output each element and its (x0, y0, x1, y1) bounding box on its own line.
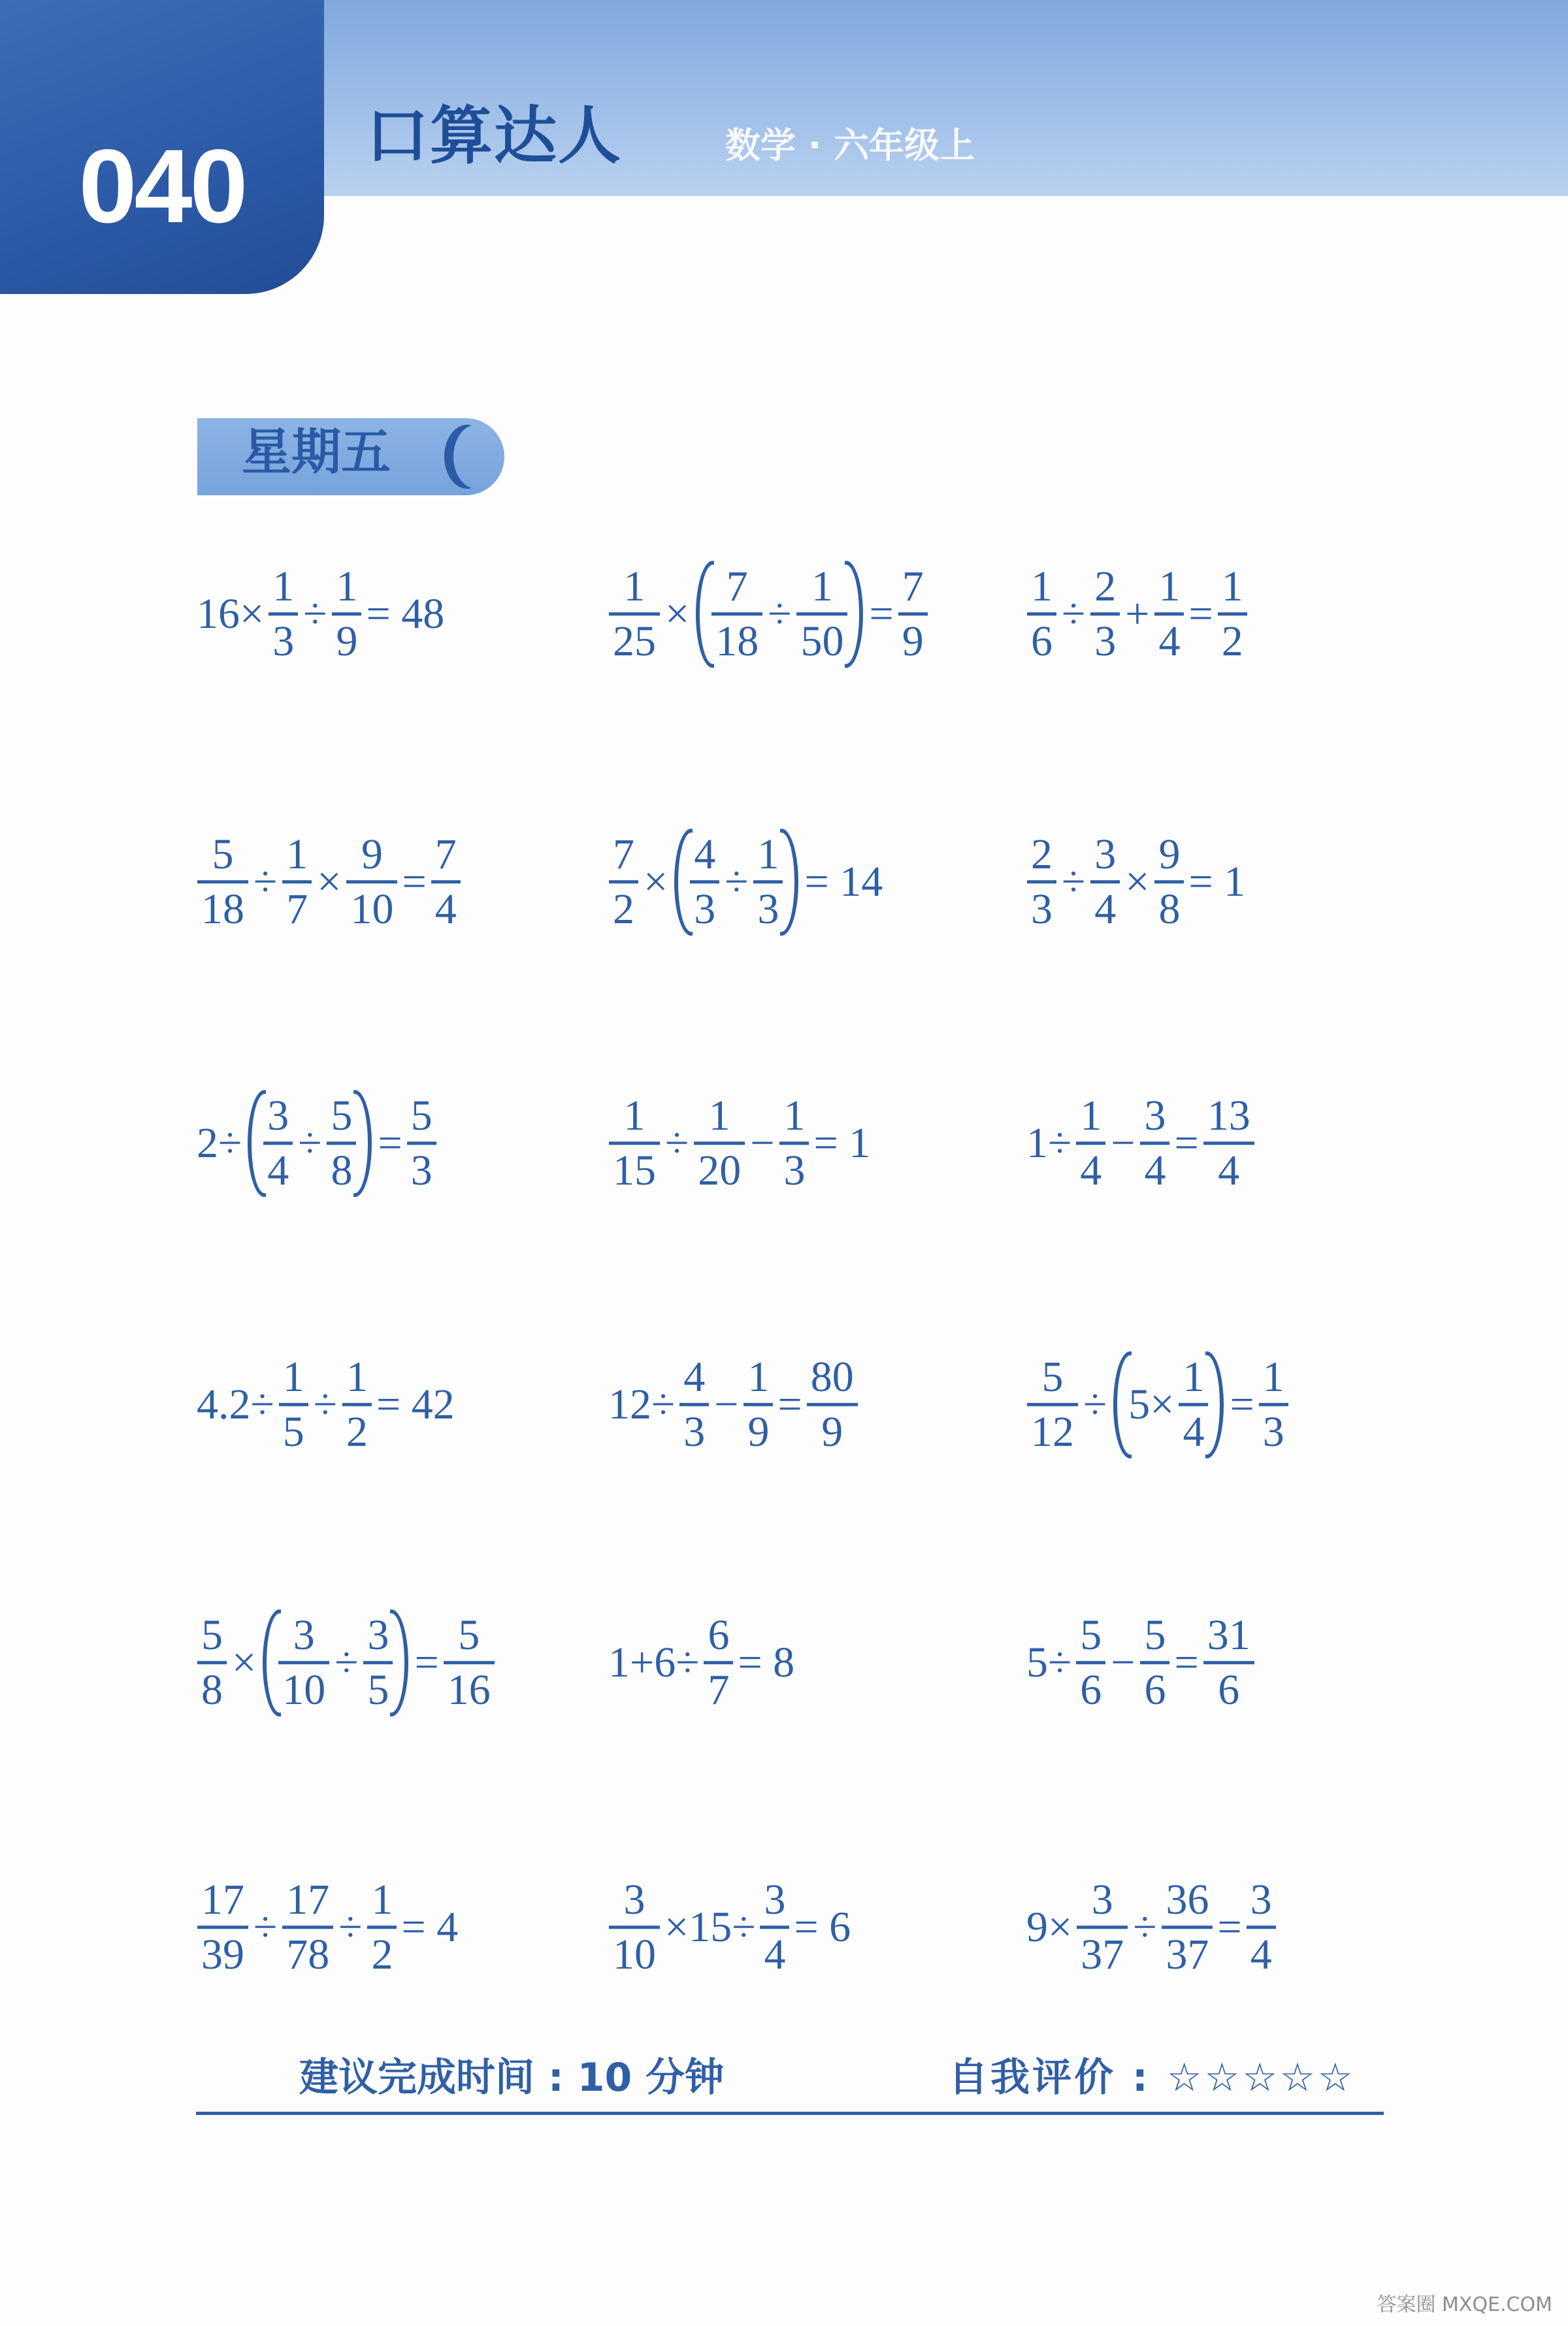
operator: − (750, 1119, 775, 1167)
expression-text: = (402, 858, 427, 906)
fraction-bar (367, 1926, 397, 1929)
parenthesized-group (696, 563, 863, 665)
operator: ÷ (303, 590, 327, 638)
numerator: 9 (361, 830, 383, 879)
fraction-bar (711, 613, 762, 616)
numerator: 1 (1080, 1092, 1102, 1140)
fraction (609, 1092, 660, 1194)
parenthesized-group (674, 831, 798, 933)
fraction (197, 831, 248, 933)
fraction-bar (1076, 1142, 1105, 1145)
fraction (1154, 563, 1184, 665)
expression-text: 5× (1128, 1381, 1175, 1428)
denominator: 5 (282, 1408, 304, 1456)
denominator: 39 (201, 1931, 244, 1979)
problem-7 (195, 1092, 439, 1194)
fraction (679, 1354, 709, 1456)
fraction-bar (1090, 881, 1120, 884)
expression-text: = (1174, 1639, 1199, 1686)
operator: ÷ (253, 1903, 278, 1951)
parenthesized-group (248, 1092, 372, 1194)
fraction-bar (753, 881, 783, 884)
fraction (704, 1612, 733, 1714)
numerator: 3 (1250, 1876, 1272, 1924)
expression-text: = (1230, 1381, 1254, 1428)
operator: − (1111, 1119, 1135, 1167)
fraction (444, 1612, 495, 1714)
denominator: 2 (371, 1931, 393, 1979)
fraction (1140, 1612, 1169, 1714)
suggested-time: 建议完成时间 : 10 分钟 (299, 2055, 725, 2101)
denominator: 4 (1158, 617, 1181, 666)
fraction-bar (327, 1142, 356, 1145)
fraction (269, 563, 298, 665)
fraction (760, 1876, 789, 1978)
fraction-bar (609, 881, 638, 884)
denominator: 3 (757, 885, 779, 934)
fraction (327, 1092, 356, 1194)
fraction-bar (1027, 1403, 1078, 1407)
expression-text: = (1174, 1119, 1199, 1167)
footer-rule (196, 2112, 1384, 2115)
problem-18 (1024, 1876, 1279, 1978)
numerator: 1 (286, 830, 308, 879)
numerator: 1 (282, 1353, 304, 1401)
fraction (711, 563, 762, 665)
numerator: 7 (726, 563, 748, 611)
denominator: 3 (1262, 1408, 1284, 1456)
problem-6 (1024, 831, 1247, 933)
numerator: 7 (902, 563, 924, 611)
fraction (1076, 1092, 1105, 1194)
fraction (1218, 563, 1247, 665)
denominator: 4 (764, 1931, 786, 1979)
subject-label: 数学 · 六年级上 (725, 125, 975, 166)
numerator: 3 (293, 1611, 315, 1660)
denominator: 6 (1218, 1666, 1240, 1714)
operator: × (665, 590, 690, 638)
denominator: 4 (434, 885, 457, 934)
denominator: 4 (1183, 1408, 1205, 1456)
fraction (1203, 1612, 1254, 1714)
denominator: 10 (282, 1666, 326, 1714)
numerator: 1 (346, 1353, 368, 1401)
expression-text: 5÷ (1026, 1639, 1072, 1686)
fraction (1179, 1354, 1208, 1456)
numerator: 7 (434, 830, 457, 879)
denominator: 7 (708, 1666, 730, 1714)
fraction-bar (743, 1403, 773, 1407)
fraction (1076, 1612, 1105, 1714)
problem-5 (606, 831, 885, 933)
fraction-bar (1140, 1662, 1169, 1665)
numerator: 5 (1041, 1353, 1064, 1401)
fraction (278, 1612, 329, 1714)
expression-text: = 6 (794, 1903, 851, 1951)
fraction-bar (269, 613, 298, 616)
numerator: 1 (1221, 563, 1243, 611)
fraction-bar (679, 1403, 709, 1407)
denominator: 4 (1080, 1147, 1102, 1195)
numerator: 80 (810, 1353, 854, 1401)
book-title: 口算达人 (366, 99, 622, 172)
fraction-bar (407, 1142, 436, 1145)
denominator: 50 (800, 617, 844, 666)
denominator: 4 (267, 1147, 289, 1195)
fraction (332, 563, 361, 665)
denominator: 16 (447, 1666, 491, 1714)
denominator: 20 (698, 1147, 742, 1195)
fraction-bar (278, 1662, 329, 1665)
numerator: 13 (1207, 1092, 1250, 1140)
fraction (609, 831, 638, 933)
numerator: 1 (1158, 563, 1181, 611)
fraction-bar (279, 1403, 308, 1407)
page-number: 040 (78, 127, 246, 244)
fraction (1154, 831, 1184, 933)
fraction-bar (444, 1662, 495, 1665)
operator: ÷ (253, 858, 278, 906)
denominator: 2 (1221, 617, 1243, 666)
denominator: 6 (1031, 617, 1053, 666)
operator: × (1125, 858, 1150, 906)
parenthesized-group (1113, 1354, 1224, 1456)
numerator: 9 (1158, 830, 1181, 879)
problem-8 (606, 1092, 872, 1194)
fraction-bar (1203, 1662, 1254, 1665)
denominator: 7 (286, 885, 308, 934)
expression-text: = (378, 1119, 402, 1167)
fraction (1027, 563, 1056, 665)
operator: + (1125, 590, 1150, 638)
denominator: 3 (410, 1147, 433, 1195)
numerator: 1 (371, 1876, 393, 1924)
fraction-bar (197, 1926, 248, 1929)
fraction (342, 1354, 372, 1456)
fraction-bar (1179, 1403, 1208, 1407)
problem-14 (606, 1612, 796, 1714)
expression-text: = (414, 1639, 439, 1686)
numerator: 17 (286, 1876, 330, 1924)
fraction-bar (704, 1662, 733, 1665)
numerator: 1 (747, 1353, 770, 1401)
expression-text: 4.2÷ (197, 1381, 274, 1428)
fraction-bar (1247, 1926, 1276, 1929)
denominator: 37 (1166, 1931, 1209, 1979)
operator: ÷ (298, 1119, 322, 1167)
denominator: 3 (1031, 885, 1053, 934)
denominator: 9 (747, 1408, 770, 1456)
fraction (367, 1876, 397, 1978)
problem-3 (1024, 563, 1250, 665)
operator: × (317, 858, 342, 906)
expression-text: = (777, 1381, 802, 1428)
fraction-bar (282, 1926, 333, 1929)
fraction-bar (263, 1142, 293, 1145)
fraction (690, 831, 719, 933)
numerator: 6 (708, 1611, 730, 1660)
denominator: 8 (201, 1666, 223, 1714)
denominator: 9 (336, 617, 358, 666)
numerator: 1 (623, 563, 645, 611)
expression-text: = (1188, 590, 1213, 638)
fraction-bar (346, 881, 397, 884)
fraction-bar (1077, 1926, 1128, 1929)
fraction-bar (694, 1142, 745, 1145)
fraction (1027, 1354, 1078, 1456)
operator: ÷ (665, 1119, 689, 1167)
fraction-bar (898, 613, 928, 616)
denominator: 9 (902, 617, 924, 666)
numerator: 3 (267, 1092, 289, 1140)
fraction (282, 831, 312, 933)
numerator: 1 (272, 563, 295, 611)
fraction (1090, 831, 1120, 933)
numerator: 17 (201, 1876, 244, 1924)
fraction (1247, 1876, 1276, 1978)
denominator: 2 (346, 1408, 368, 1456)
fraction (753, 831, 783, 933)
denominator: 3 (1094, 617, 1117, 666)
fraction (694, 1092, 745, 1194)
operator: ÷ (338, 1903, 363, 1951)
expression-text: = 14 (804, 858, 883, 906)
expression-text: 1+6÷ (608, 1639, 700, 1686)
denominator: 8 (331, 1147, 353, 1195)
fraction (779, 1092, 809, 1194)
fraction-bar (609, 1142, 660, 1145)
fraction-bar (1140, 1142, 1169, 1145)
numerator: 1 (1031, 563, 1053, 611)
fraction (363, 1612, 393, 1714)
operator: ÷ (335, 1639, 359, 1686)
fraction-bar (363, 1662, 393, 1665)
fraction (609, 563, 660, 665)
numerator: 3 (367, 1611, 389, 1660)
fraction-bar (431, 881, 461, 884)
fraction-bar (1027, 613, 1056, 616)
operator: ÷ (1133, 1903, 1157, 1951)
fraction (279, 1354, 308, 1456)
expression-text: = (869, 590, 894, 638)
fraction-bar (1154, 613, 1184, 616)
self-evaluation: 自我评价 : ☆☆☆☆☆ (949, 2055, 1356, 2101)
denominator: 12 (1031, 1408, 1074, 1456)
fraction-bar (796, 613, 847, 616)
fraction-bar (1090, 613, 1120, 616)
operator: ÷ (1083, 1381, 1107, 1428)
denominator: 2 (613, 885, 634, 934)
fraction (1203, 1092, 1254, 1194)
expression-text: = 4 (401, 1903, 459, 1951)
expression-text: ×15÷ (664, 1903, 756, 1951)
fraction (1140, 1092, 1169, 1194)
fraction-bar (690, 881, 719, 884)
fraction (1162, 1876, 1213, 1978)
denominator: 3 (272, 617, 295, 666)
numerator: 5 (458, 1611, 480, 1660)
denominator: 6 (1144, 1666, 1166, 1714)
expression-text: 9× (1026, 1903, 1073, 1951)
operator: ÷ (725, 858, 749, 906)
numerator: 2 (1031, 830, 1053, 879)
fraction (796, 563, 847, 665)
fraction-bar (197, 1662, 227, 1665)
problem-11 (606, 1354, 860, 1456)
day-label: 星期五 (242, 423, 391, 481)
fraction-bar (1162, 1926, 1213, 1929)
fraction-bar (1154, 881, 1184, 884)
problem-1 (195, 563, 446, 665)
numerator: 5 (331, 1092, 353, 1140)
fraction-bar (609, 613, 660, 616)
fraction (743, 1354, 773, 1456)
numerator: 1 (811, 563, 833, 611)
problem-13 (195, 1612, 497, 1714)
fraction-bar (807, 1403, 858, 1407)
problem-12 (1024, 1354, 1291, 1456)
problem-4 (195, 831, 463, 933)
problem-17 (606, 1876, 853, 1978)
numerator: 1 (336, 563, 358, 611)
denominator: 37 (1081, 1931, 1124, 1979)
watermark: 答案圈 MXQE.COM (1377, 2293, 1552, 2316)
expression-text: 2÷ (197, 1119, 242, 1167)
numerator: 5 (212, 830, 234, 879)
fraction (807, 1354, 858, 1456)
numerator: 1 (1183, 1353, 1205, 1401)
parenthesized-group (263, 1612, 408, 1714)
fraction-bar (197, 881, 248, 884)
fraction-bar (779, 1142, 809, 1145)
expression-text: 12÷ (608, 1381, 676, 1428)
denominator: 18 (201, 885, 244, 934)
denominator: 18 (715, 617, 759, 666)
fraction-bar (1259, 1403, 1288, 1407)
problem-9 (1024, 1092, 1257, 1194)
numerator: 1 (783, 1092, 806, 1140)
numerator: 3 (623, 1876, 645, 1924)
fraction-bar (1076, 1662, 1105, 1665)
denominator: 4 (1144, 1147, 1166, 1195)
numerator: 3 (1091, 1876, 1113, 1924)
fraction-bar (332, 613, 361, 616)
denominator: 9 (821, 1408, 843, 1456)
numerator: 3 (764, 1876, 786, 1924)
operator: ÷ (1062, 590, 1086, 638)
denominator: 25 (613, 617, 656, 666)
problem-16 (195, 1876, 460, 1978)
operator: × (232, 1639, 257, 1686)
expression-text: = 42 (376, 1381, 455, 1428)
denominator: 4 (1094, 885, 1117, 934)
expression-text: 16× (197, 590, 265, 638)
fraction-bar (609, 1926, 660, 1929)
numerator: 3 (1094, 830, 1117, 879)
fraction (197, 1876, 248, 1978)
fraction (407, 1092, 436, 1194)
numerator: 2 (1094, 563, 1117, 611)
fraction-bar (1027, 881, 1056, 884)
denominator: 3 (694, 885, 716, 934)
operator: × (644, 858, 668, 906)
numerator: 36 (1166, 1876, 1209, 1924)
expression-text: = 1 (1188, 858, 1246, 906)
fraction (282, 1876, 333, 1978)
fraction (1259, 1354, 1288, 1456)
fraction-bar (282, 881, 312, 884)
operator: − (714, 1381, 739, 1428)
problem-10 (195, 1354, 457, 1456)
operator: ÷ (768, 590, 792, 638)
fraction-bar (342, 1403, 372, 1407)
fraction (1077, 1876, 1128, 1978)
denominator: 10 (613, 1931, 656, 1979)
denominator: 4 (1218, 1147, 1240, 1195)
fraction-bar (760, 1926, 789, 1929)
fraction (898, 563, 928, 665)
numerator: 4 (694, 830, 716, 879)
denominator: 4 (1250, 1931, 1272, 1979)
denominator: 15 (613, 1147, 656, 1195)
denominator: 6 (1080, 1666, 1102, 1714)
numerator: 1 (757, 830, 779, 879)
expression-text: = 48 (366, 590, 445, 638)
numerator: 5 (1144, 1611, 1166, 1660)
expression-text: = 1 (813, 1119, 871, 1167)
operator: ÷ (1062, 858, 1086, 906)
problem-15 (1024, 1612, 1257, 1714)
operator: − (1111, 1639, 1135, 1686)
fraction (431, 831, 461, 933)
numerator: 3 (1144, 1092, 1166, 1140)
numerator: 5 (410, 1092, 433, 1140)
fraction-bar (1203, 1142, 1254, 1145)
numerator: 5 (201, 1611, 223, 1660)
numerator: 7 (613, 830, 634, 879)
numerator: 31 (1207, 1611, 1250, 1660)
denominator: 10 (350, 885, 394, 934)
fraction (197, 1612, 227, 1714)
fraction (346, 831, 397, 933)
problem-2 (606, 563, 930, 665)
numerator: 1 (1262, 1353, 1284, 1401)
fraction (263, 1092, 293, 1194)
denominator: 5 (367, 1666, 389, 1714)
fraction-bar (1218, 613, 1247, 616)
fraction (609, 1876, 660, 1978)
fraction (1090, 563, 1120, 665)
denominator: 3 (683, 1408, 706, 1456)
numerator: 1 (708, 1092, 730, 1140)
denominator: 78 (286, 1931, 330, 1979)
denominator: 3 (783, 1147, 806, 1195)
operator: ÷ (313, 1381, 337, 1428)
expression-text: = 8 (738, 1639, 795, 1686)
numerator: 4 (683, 1353, 706, 1401)
numerator: 1 (623, 1092, 645, 1140)
numerator: 5 (1080, 1611, 1102, 1660)
expression-text: = (1217, 1903, 1242, 1951)
fraction (1027, 831, 1056, 933)
expression-text: 1÷ (1026, 1119, 1072, 1167)
denominator: 8 (1158, 885, 1181, 934)
